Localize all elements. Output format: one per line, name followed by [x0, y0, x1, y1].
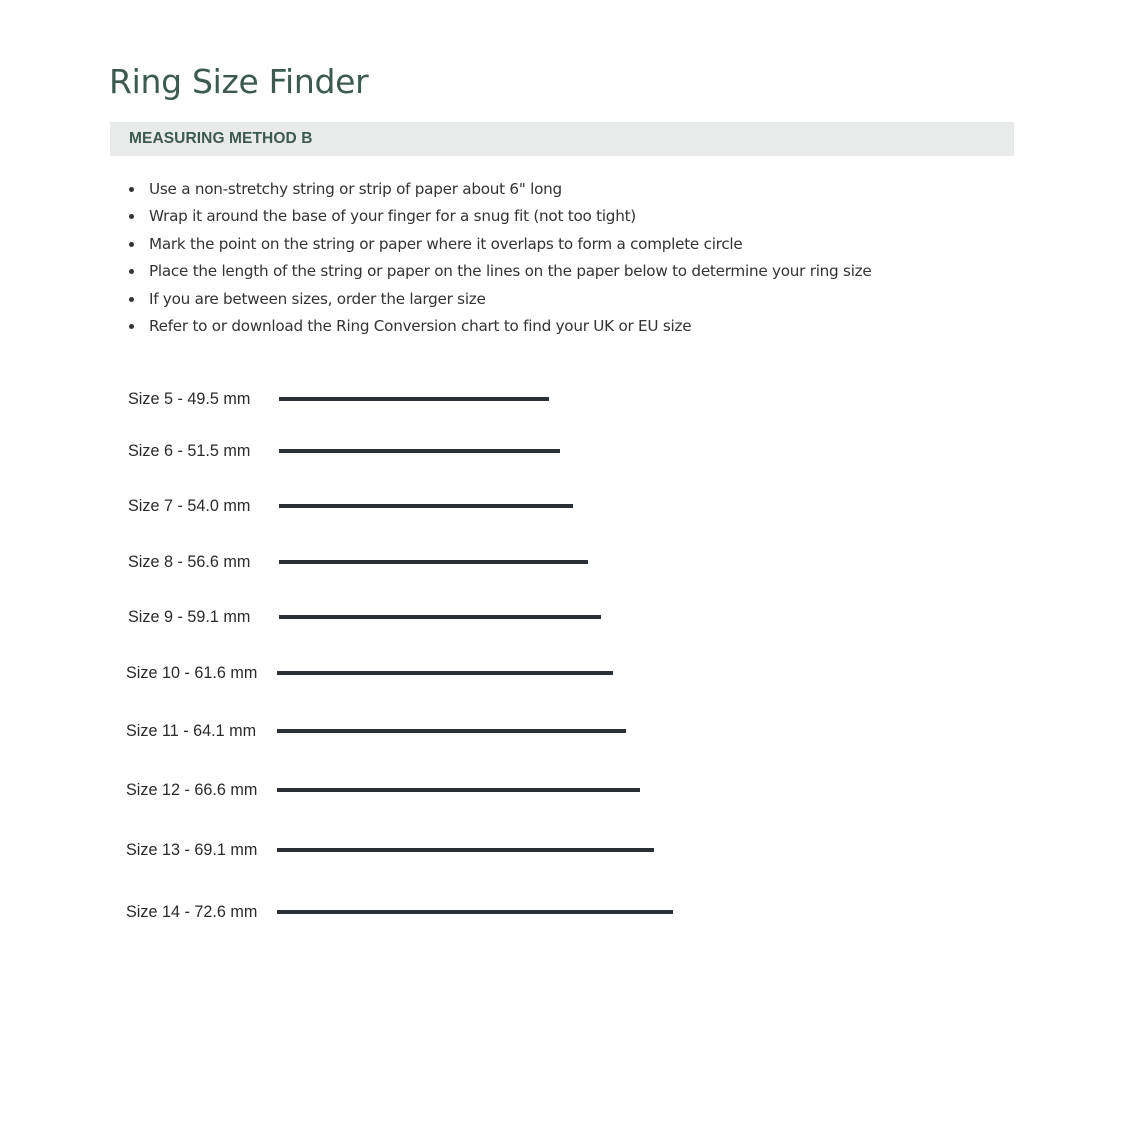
instruction-item [128, 231, 871, 258]
bullet-dot [129, 242, 134, 247]
ring-size-line [277, 848, 654, 852]
instruction-text: If you are between sizes, order the larger size [149, 289, 486, 308]
page-title: Ring Size Finder [109, 62, 369, 101]
instruction-text: Mark the point on the string or paper where it overlaps to form a complete circle [149, 234, 743, 253]
bullet-dot [129, 187, 134, 192]
ring-size-label: Size 11 - 64.1 mm [126, 722, 257, 740]
ring-size-label: Size 10 - 61.6 mm [126, 664, 258, 682]
section-heading: MEASURING METHOD B [129, 130, 313, 147]
bullet-dot [129, 324, 134, 329]
ring-size-line [277, 910, 673, 914]
instruction-text: Wrap it around the base of your finger for a snug fit (not too tight) [149, 207, 636, 226]
instruction-item [128, 176, 871, 203]
instruction-item [128, 286, 871, 313]
instruction-text: Refer to or download the Ring Conversion chart to find your UK or EU size [149, 316, 692, 335]
ring-size-line [277, 729, 626, 733]
instruction-text: Use a non-stretchy string or strip of paper about 6" long [149, 180, 562, 198]
ring-size-line [279, 449, 560, 453]
ring-size-line [279, 397, 549, 401]
ring-size-line [279, 504, 573, 508]
section-header-band [110, 122, 1014, 156]
ring-size-label: Size 14 - 72.6 mm [126, 903, 258, 921]
ring-size-label: Size 9 - 59.1 mm [128, 608, 251, 626]
ring-size-label: Size 12 - 66.6 mm [126, 781, 258, 799]
ring-size-label: Size 8 - 56.6 mm [128, 553, 251, 571]
ring-size-line [277, 671, 613, 675]
instruction-item [128, 313, 871, 340]
instructions-list [128, 176, 871, 340]
ring-size-label: Size 13 - 69.1 mm [126, 841, 258, 859]
instruction-text: Place the length of the string or paper on the lines on the paper below to determine your ring size [149, 262, 872, 281]
ring-size-label: Size 6 - 51.5 mm [128, 442, 251, 460]
bullet-dot [129, 297, 134, 302]
ring-size-line [277, 788, 640, 792]
instruction-item [128, 258, 871, 285]
bullet-dot [129, 269, 134, 274]
instruction-item [128, 203, 871, 230]
bullet-dot [129, 214, 134, 219]
ring-size-label: Size 7 - 54.0 mm [128, 497, 251, 515]
ring-size-label: Size 5 - 49.5 mm [128, 390, 251, 408]
ring-size-line [279, 615, 601, 619]
ring-size-line [279, 560, 588, 564]
